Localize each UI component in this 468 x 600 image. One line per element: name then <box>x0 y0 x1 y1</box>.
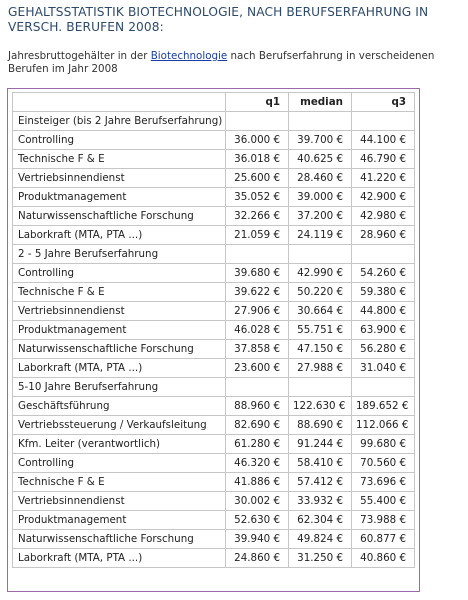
median-cell: 88.690 € <box>289 416 352 435</box>
section-header-row <box>13 245 415 264</box>
median-cell: 31.250 € <box>289 549 352 568</box>
q1-cell: 39.940 € <box>226 530 289 549</box>
q1-cell: 46.028 € <box>226 321 289 340</box>
q3-cell: 60.877 € <box>352 530 415 549</box>
q1-cell: 37.858 € <box>226 340 289 359</box>
section-empty-cell <box>226 112 289 131</box>
median-cell: 27.988 € <box>289 359 352 378</box>
salary-table <box>12 92 415 568</box>
q3-cell: 40.860 € <box>352 549 415 568</box>
median-cell: 28.460 € <box>289 169 352 188</box>
q1-cell: 35.052 € <box>226 188 289 207</box>
profession-cell: Produktmanagement <box>13 188 226 207</box>
q1-cell: 36.000 € <box>226 131 289 150</box>
table-row <box>13 549 415 568</box>
median-cell: 62.304 € <box>289 511 352 530</box>
header-cell-q3: q3 <box>352 93 415 112</box>
q1-cell: 36.018 € <box>226 150 289 169</box>
section-empty-cell <box>289 245 352 264</box>
table-row <box>13 169 415 188</box>
q1-cell: 32.266 € <box>226 207 289 226</box>
q3-cell: 41.220 € <box>352 169 415 188</box>
median-cell: 50.220 € <box>289 283 352 302</box>
q3-cell: 70.560 € <box>352 454 415 473</box>
profession-cell: Kfm. Leiter (verantwortlich) <box>13 435 226 454</box>
table-row <box>13 492 415 511</box>
q3-cell: 59.380 € <box>352 283 415 302</box>
median-cell: 24.119 € <box>289 226 352 245</box>
q1-cell: 39.680 € <box>226 264 289 283</box>
q3-cell: 44.800 € <box>352 302 415 321</box>
q3-cell: 42.900 € <box>352 188 415 207</box>
median-cell: 55.751 € <box>289 321 352 340</box>
profession-cell: Vertriebsinnendienst <box>13 169 226 188</box>
q3-cell: 112.066 € <box>352 416 415 435</box>
table-row <box>13 416 415 435</box>
q1-cell: 46.320 € <box>226 454 289 473</box>
header-cell-median: median <box>289 93 352 112</box>
table-row <box>13 150 415 169</box>
q3-cell: 44.100 € <box>352 131 415 150</box>
q1-cell: 88.960 € <box>226 397 289 416</box>
section-label: 2 - 5 Jahre Berufserfahrung <box>13 245 226 264</box>
q1-cell: 27.906 € <box>226 302 289 321</box>
q3-cell: 99.680 € <box>352 435 415 454</box>
profession-cell: Geschäftsführung <box>13 397 226 416</box>
median-cell: 39.000 € <box>289 188 352 207</box>
q3-cell: 46.790 € <box>352 150 415 169</box>
q1-cell: 25.600 € <box>226 169 289 188</box>
table-row <box>13 530 415 549</box>
q3-cell: 73.696 € <box>352 473 415 492</box>
median-cell: 42.990 € <box>289 264 352 283</box>
table-row <box>13 264 415 283</box>
table-row <box>13 188 415 207</box>
header-cell-q1: q1 <box>226 93 289 112</box>
profession-cell: Technische F & E <box>13 283 226 302</box>
intro-text-before: Jahresbruttogehälter in der <box>8 50 151 62</box>
table-row <box>13 511 415 530</box>
median-cell: 122.630 € <box>289 397 352 416</box>
q1-cell: 30.002 € <box>226 492 289 511</box>
table-row <box>13 454 415 473</box>
table-row <box>13 226 415 245</box>
q3-cell: 189.652 € <box>352 397 415 416</box>
table-row <box>13 473 415 492</box>
median-cell: 57.412 € <box>289 473 352 492</box>
q1-cell: 23.600 € <box>226 359 289 378</box>
q3-cell: 28.960 € <box>352 226 415 245</box>
section-empty-cell <box>226 378 289 397</box>
section-header-row <box>13 112 415 131</box>
table-row <box>13 435 415 454</box>
table-row <box>13 131 415 150</box>
table-row <box>13 359 415 378</box>
q1-cell: 82.690 € <box>226 416 289 435</box>
section-empty-cell <box>352 245 415 264</box>
q3-cell: 42.980 € <box>352 207 415 226</box>
table-row <box>13 302 415 321</box>
section-empty-cell <box>289 378 352 397</box>
intro-text-after: nach Berufserfahrung in verscheidenen Berufen im Jahr 2008 <box>8 50 435 75</box>
intro-text <box>8 50 458 76</box>
profession-cell: Vertriebsinnendienst <box>13 302 226 321</box>
median-cell: 30.664 € <box>289 302 352 321</box>
section-empty-cell <box>352 112 415 131</box>
q3-cell: 73.988 € <box>352 511 415 530</box>
q1-cell: 21.059 € <box>226 226 289 245</box>
profession-cell: Technische F & E <box>13 150 226 169</box>
profession-cell: Controlling <box>13 131 226 150</box>
biotechnologie-link[interactable]: Biotechnologie <box>150 50 228 62</box>
profession-cell: Vertriebssteuerung / Verkaufsleitung <box>13 416 226 435</box>
profession-cell: Naturwissenschaftliche Forschung <box>13 207 226 226</box>
table-row <box>13 207 415 226</box>
q1-cell: 24.860 € <box>226 549 289 568</box>
profession-cell: Produktmanagement <box>13 511 226 530</box>
q3-cell: 31.040 € <box>352 359 415 378</box>
profession-cell: Naturwissenschaftliche Forschung <box>13 530 226 549</box>
table-row <box>13 321 415 340</box>
q1-cell: 61.280 € <box>226 435 289 454</box>
profession-cell: Produktmanagement <box>13 321 226 340</box>
q3-cell: 54.260 € <box>352 264 415 283</box>
q1-cell: 52.630 € <box>226 511 289 530</box>
q1-cell: 41.886 € <box>226 473 289 492</box>
page-title: GEHALTSSTATISTIK BIOTECHNOLOGIE, NACH BERUFSERFAHRUNG IN VERSCH. BERUFEN 2008: <box>8 5 429 34</box>
table-row <box>13 340 415 359</box>
section-label: 5-10 Jahre Berufserfahrung <box>13 378 226 397</box>
median-cell: 40.625 € <box>289 150 352 169</box>
table-row <box>13 397 415 416</box>
median-cell: 58.410 € <box>289 454 352 473</box>
median-cell: 91.244 € <box>289 435 352 454</box>
salary-table-frame <box>7 88 420 592</box>
profession-cell: Controlling <box>13 454 226 473</box>
section-empty-cell <box>226 245 289 264</box>
profession-cell: Laborkraft (MTA, PTA ...) <box>13 226 226 245</box>
table-body <box>13 112 415 568</box>
profession-cell: Vertriebsinnendienst <box>13 492 226 511</box>
median-cell: 33.932 € <box>289 492 352 511</box>
table-row <box>13 283 415 302</box>
median-cell: 37.200 € <box>289 207 352 226</box>
q1-cell: 39.622 € <box>226 283 289 302</box>
section-empty-cell <box>289 112 352 131</box>
section-header-row <box>13 378 415 397</box>
q3-cell: 63.900 € <box>352 321 415 340</box>
profession-cell: Laborkraft (MTA, PTA ...) <box>13 359 226 378</box>
profession-cell: Laborkraft (MTA, PTA ...) <box>13 549 226 568</box>
profession-cell: Technische F & E <box>13 473 226 492</box>
table-header-row <box>13 93 415 112</box>
profession-cell: Controlling <box>13 264 226 283</box>
median-cell: 39.700 € <box>289 131 352 150</box>
header-cell-empty <box>13 93 226 112</box>
profession-cell: Naturwissenschaftliche Forschung <box>13 340 226 359</box>
median-cell: 47.150 € <box>289 340 352 359</box>
section-empty-cell <box>352 378 415 397</box>
q3-cell: 56.280 € <box>352 340 415 359</box>
q3-cell: 55.400 € <box>352 492 415 511</box>
median-cell: 49.824 € <box>289 530 352 549</box>
section-label: Einsteiger (bis 2 Jahre Berufserfahrung) <box>13 112 226 131</box>
